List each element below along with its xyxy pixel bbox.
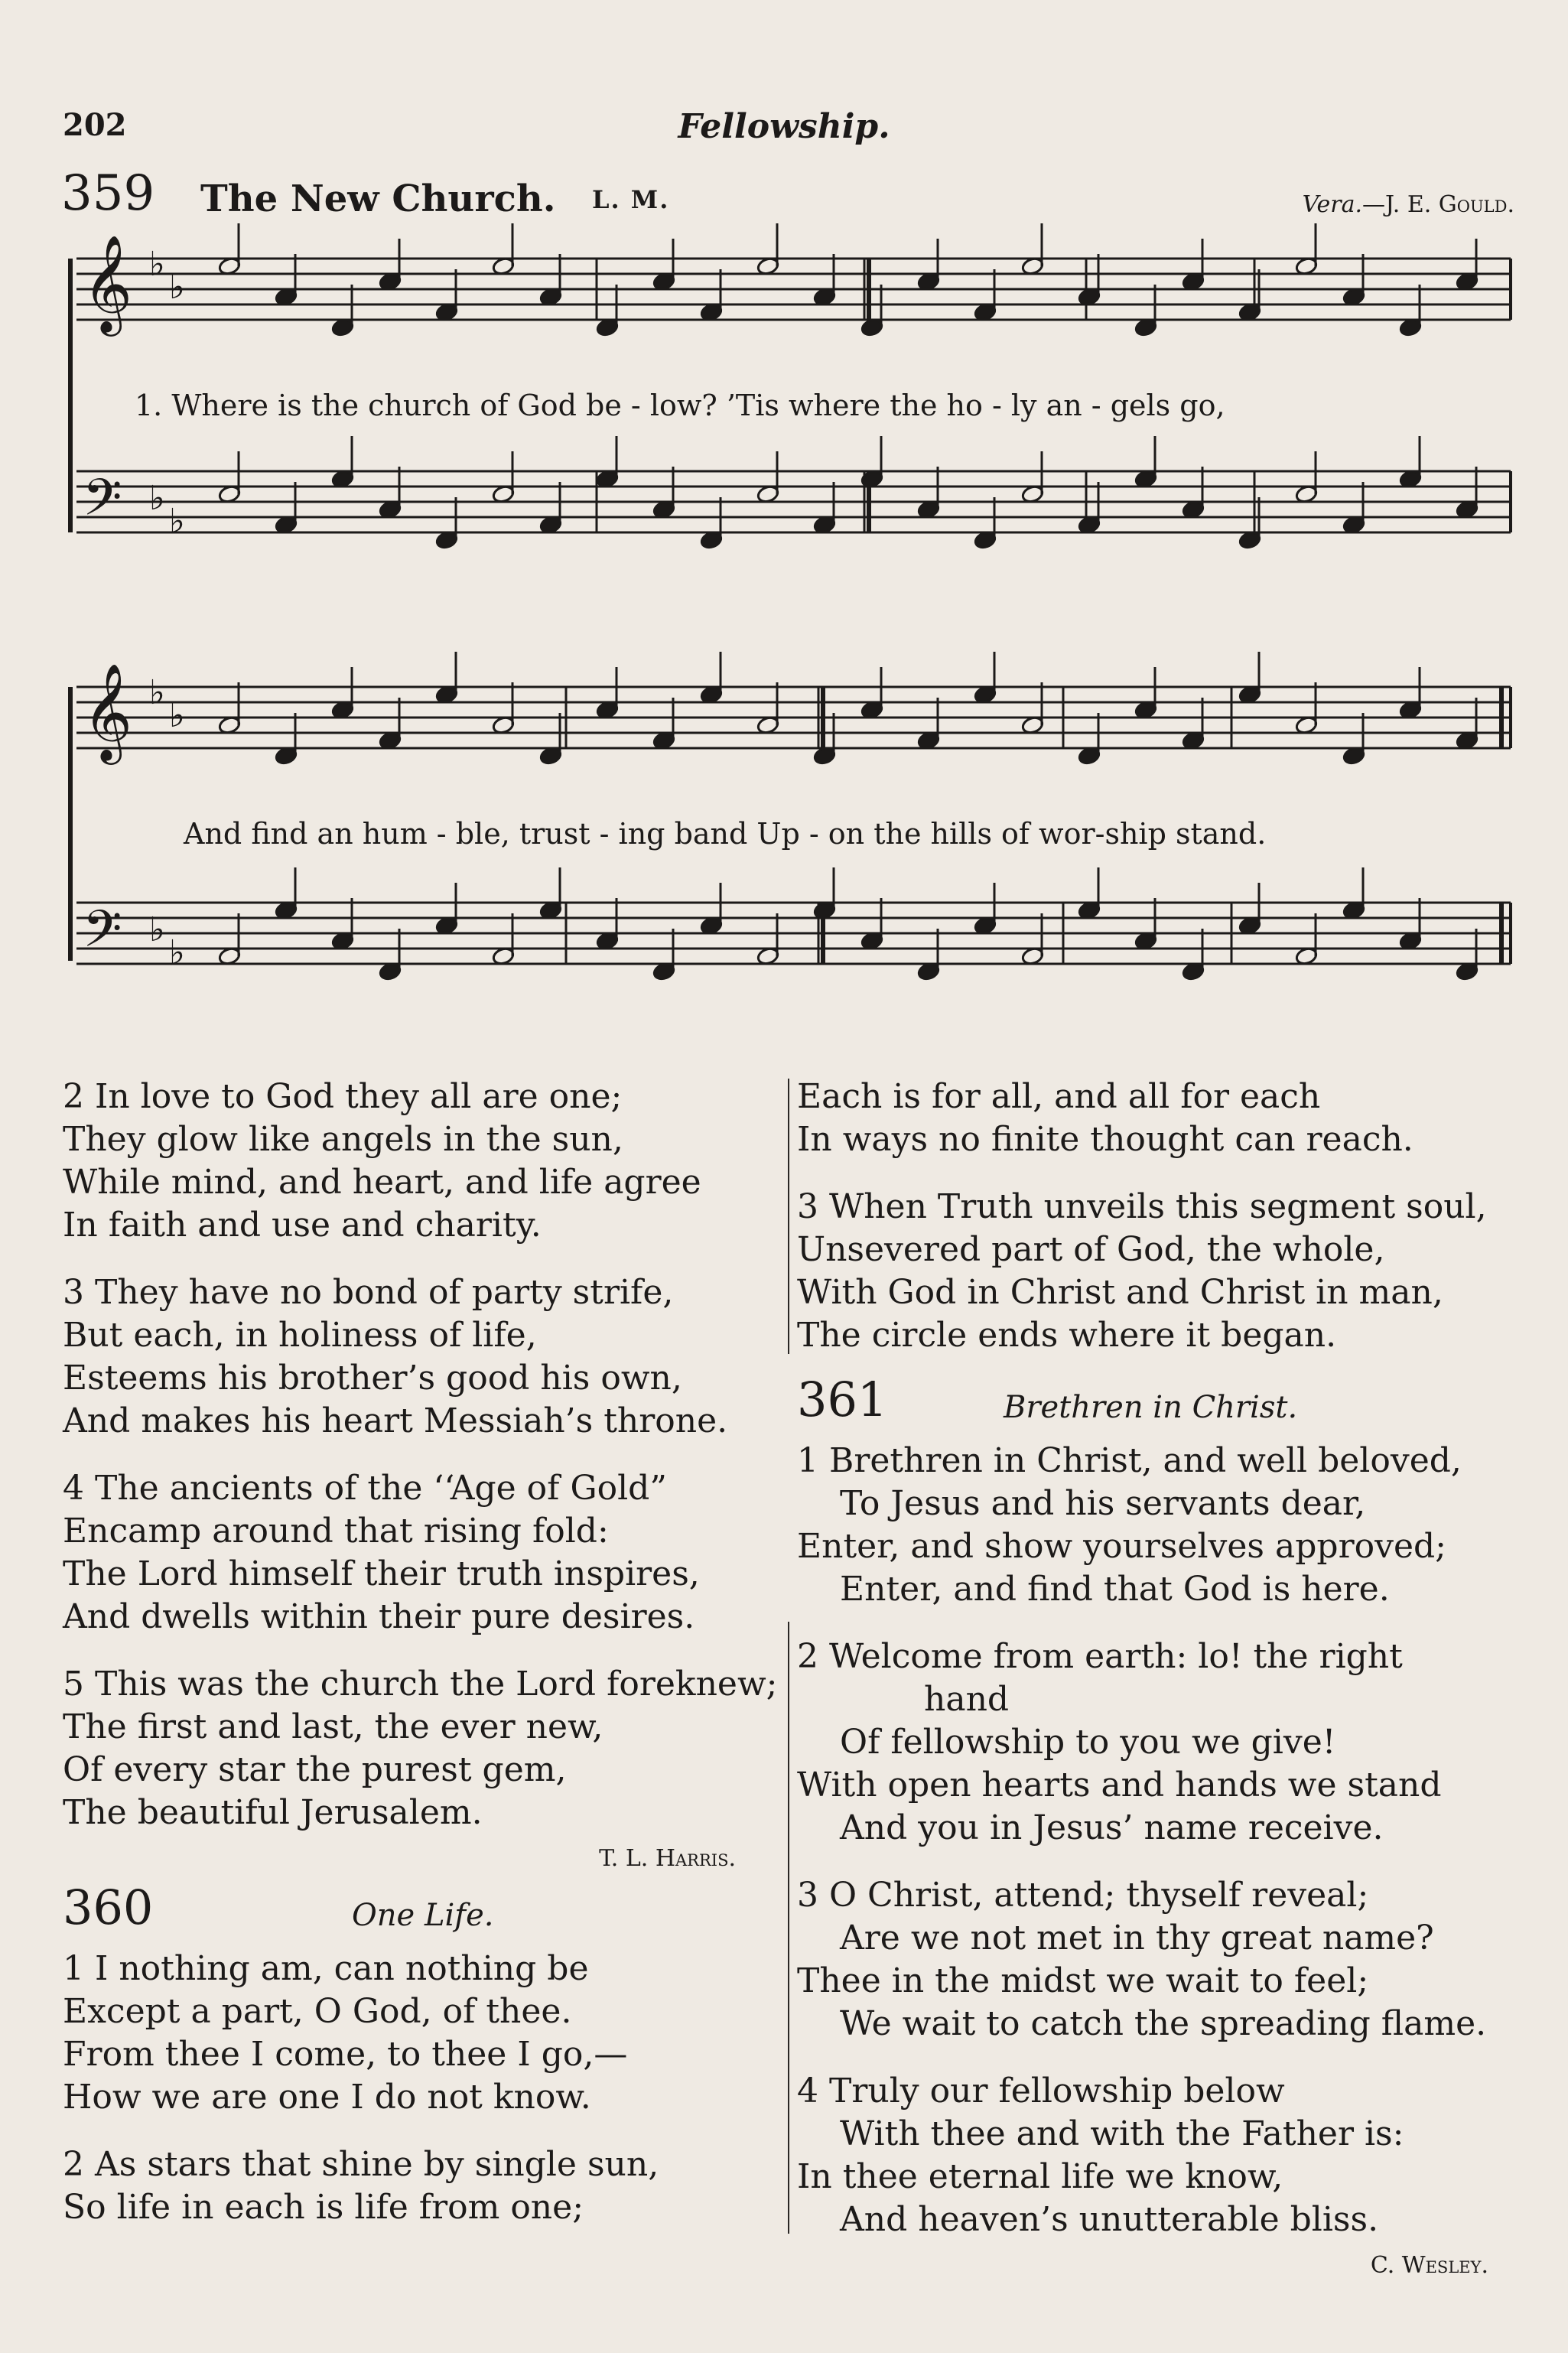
verse-line: Enter, and find that God is here. [840,1570,1390,1609]
verse-line: Thee in the midst we wait to feel; [797,1961,1369,2000]
author-credit: C. Wesley. [1370,2252,1488,2279]
stanza [63,2143,782,2229]
score-systems [70,259,1511,964]
hymn-title: One Life. [352,1898,494,1933]
column-divider-bottom [788,1622,789,2234]
verse-line: 3 When Truth unveils this segment soul, [797,1187,1487,1226]
verse-line: With open hearts and hands we stand [797,1766,1442,1805]
verse-line: Esteems his brother’s good his own, [63,1359,682,1398]
stanza [797,1635,1531,1850]
score-notes [83,223,1479,981]
hymn-number: 359 [61,165,155,222]
verse-line: The beautiful Jerusalem. [63,1793,483,1832]
verse-line: 3 They have no bond of party strife, [63,1273,674,1312]
verse-line: Encamp around that rising fold: [63,1512,609,1551]
stanza [63,1076,782,1247]
verse-line: And makes his heart Messiah’s throne. [63,1401,728,1440]
verse-line: 4 The ancients of the ‘‘Age of Gold” [63,1469,667,1508]
page-number: 202 [63,107,127,143]
stanza [797,1874,1531,2045]
hymn-title: The New Church. [200,177,556,220]
running-head: Fellowship. [678,107,890,146]
stanza [797,1440,1531,1611]
flat-icon: ♭ [149,245,165,284]
stanza [63,1467,782,1639]
verse-line: Each is for all, and all for each [797,1077,1321,1116]
verse-line: 2 In love to God they all are one; [63,1077,623,1116]
composer-name: —J. E. Gould. [1362,191,1514,218]
verse-line: How we are one I do not know. [63,2078,591,2117]
verse-line: hand [924,1680,1010,1719]
tune-name: Vera. [1302,191,1363,218]
verse-line: Unsevered part of God, the whole, [797,1230,1385,1269]
verse-line: In thee eternal life we know, [797,2157,1283,2196]
hymn-360-heading [63,1879,782,1948]
flat-icon: ♭ [169,502,185,541]
left-column [63,1076,782,2254]
verse-line: And heaven’s unutterable bliss. [840,2200,1379,2239]
verse-line: 3 O Christ, attend; thyself reveal; [797,1876,1369,1915]
author-credit: T. L. Harris. [599,1845,736,1872]
verse-line: 2 Welcome from earth: lo! the right [797,1637,1403,1676]
stanza [797,1076,1531,1161]
verse-line: 1 I nothing am, can nothing be [63,1949,589,1988]
verse-line: While mind, and heart, and life agree [63,1163,701,1202]
verse-line: With God in Christ and Christ in man, [797,1273,1443,1312]
hymn-title: Brethren in Christ. [1004,1390,1298,1425]
flat-icon: ♭ [169,268,185,307]
stanza [797,2070,1531,2241]
verse-line: 1 Brethren in Christ, and well beloved, [797,1441,1462,1480]
flat-icon: ♭ [149,910,165,949]
column-divider-top [788,1079,789,1354]
flat-icon: ♭ [149,673,165,712]
verse-line: We wait to catch the spreading flame. [840,2004,1487,2043]
verse-line: Enter, and show yourselves approved; [797,1527,1446,1566]
hymn-number: 361 [797,1372,888,1427]
stanza [63,1948,782,2119]
verse-line: But each, in holiness of life, [63,1316,537,1355]
hymn-361-heading [797,1372,1531,1440]
verse-line: The Lord himself their truth inspires, [63,1554,700,1593]
verse-line: In ways no finite thought can reach. [797,1120,1413,1159]
flat-icon: ♭ [149,479,165,518]
treble-clef-icon: 𝄞 [83,662,133,760]
verse-line: To Jesus and his servants dear, [840,1484,1366,1523]
verse-line: 4 Truly our fellowship below [797,2071,1285,2111]
bass-clef-icon: 𝄢 [83,900,122,971]
music-score [0,0,1568,1040]
hymn-meter: L. M. [592,185,670,214]
lyric-line-2: And find an hum - ble, trust - ing band Up - on the hills of wor-ship stand. [184,817,1267,851]
verse-line: 2 As stars that shine by single sun, [63,2145,659,2184]
flat-icon: ♭ [169,933,185,972]
verse-line: The first and last, the ever new, [63,1707,603,1746]
right-column [797,1076,1531,2290]
verse-line: So life in each is life from one; [63,2188,584,2227]
flat-icon: ♭ [169,696,185,735]
bass-clef-icon: 𝄢 [83,468,122,539]
verse-line: They glow like angels in the sun, [63,1120,623,1159]
treble-clef-icon: 𝄞 [83,234,133,332]
stanza [63,1663,782,1834]
verse-line: And dwells within their pure desires. [63,1597,695,1636]
stanza [797,1186,1531,1357]
verse-line: Are we not met in thy great name? [840,1919,1434,1958]
verse-line: The circle ends where it began. [797,1316,1337,1355]
verse-line: Of every star the purest gem, [63,1750,567,1789]
verse-line: Of fellowship to you we give! [840,1723,1336,1762]
stanza [63,1271,782,1443]
verse-line: In faith and use and charity. [63,1206,542,1245]
verse-line: From thee I come, to thee I go,— [63,2035,628,2074]
hymn-number: 360 [63,1879,154,1935]
verse-line: 5 This was the church the Lord foreknew; [63,1665,778,1704]
lyric-line-1: 1. Where is the church of God be - low? ’Tis where the ho - ly an - gels go, [135,389,1225,422]
verse-line: With thee and with the Father is: [840,2114,1404,2153]
verse-line: And you in Jesus’ name receive. [840,1808,1384,1847]
verse-line: Except a part, O God, of thee. [63,1992,572,2031]
